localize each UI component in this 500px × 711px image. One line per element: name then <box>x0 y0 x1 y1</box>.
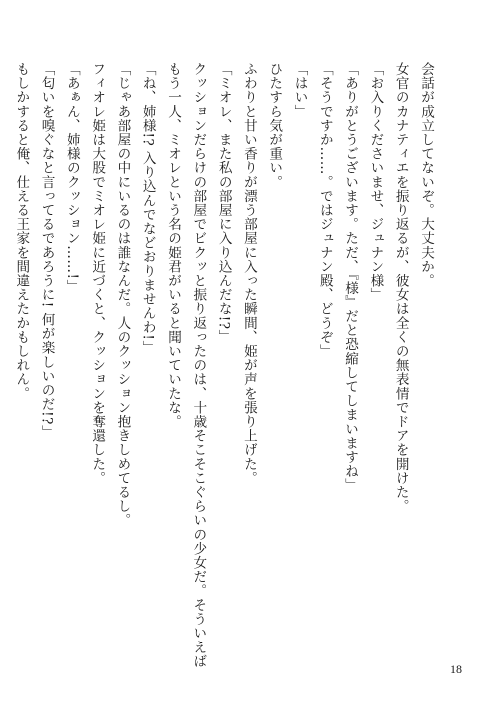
text-line: もう一人、ミオレという名の姫君がいると聞いていたな。 <box>165 62 182 429</box>
text-line: 「お入りくださいませ、ジュナン様」 <box>367 62 384 302</box>
text-line: 「あぁん、姉様のクッション……!」 <box>63 62 80 294</box>
text-line: ふわりと甘い香りが漂う部屋に入った瞬間、姫が声を張り上げた。 <box>240 62 257 485</box>
text-line: 「ね、姉様!? 入り込んでなどおりませんわ!」 <box>139 62 156 355</box>
text-line: 「ミオレ、また私の部屋に入り込んだな!?」 <box>215 62 232 344</box>
text-line: 「はい」 <box>291 62 308 119</box>
text-line: 「そうですか……。ではジュナン殿、どうぞ」 <box>316 62 333 359</box>
text-line: 「匂いを嗅ぐなと言ってるであろうに! 何が楽しいのだ!?」 <box>38 62 55 440</box>
page-number: 18 <box>450 662 462 676</box>
vertical-text-block <box>8 62 438 669</box>
text-line: 会話が成立してないぞ。大丈夫か。 <box>418 62 434 288</box>
text-line: ひたすら気が重い。 <box>266 62 283 189</box>
text-line: フィオレ姫は大股でミオレ姫に近づくと、クッションを奪還した。 <box>89 62 106 485</box>
text-line: 「じゃあ部屋の中にいるのは誰なんだ。人のクッション抱きしめてるし。 <box>114 62 131 528</box>
text-line: 女官のカナティエを振り返るが、彼女は全くの無表情でドアを開けた。 <box>392 62 409 514</box>
text-line: 「ありがとうございます。ただ、『様』だと恐縮してしまいますね」 <box>342 62 359 493</box>
text-line: クッションだらけの部屋でビクッと振り返ったのは、十歳そこそこぐらいの少女だ。そういえば <box>190 62 207 669</box>
text-line: もしかすると俺、仕える王家を間違えたかもしれん。 <box>13 62 30 401</box>
